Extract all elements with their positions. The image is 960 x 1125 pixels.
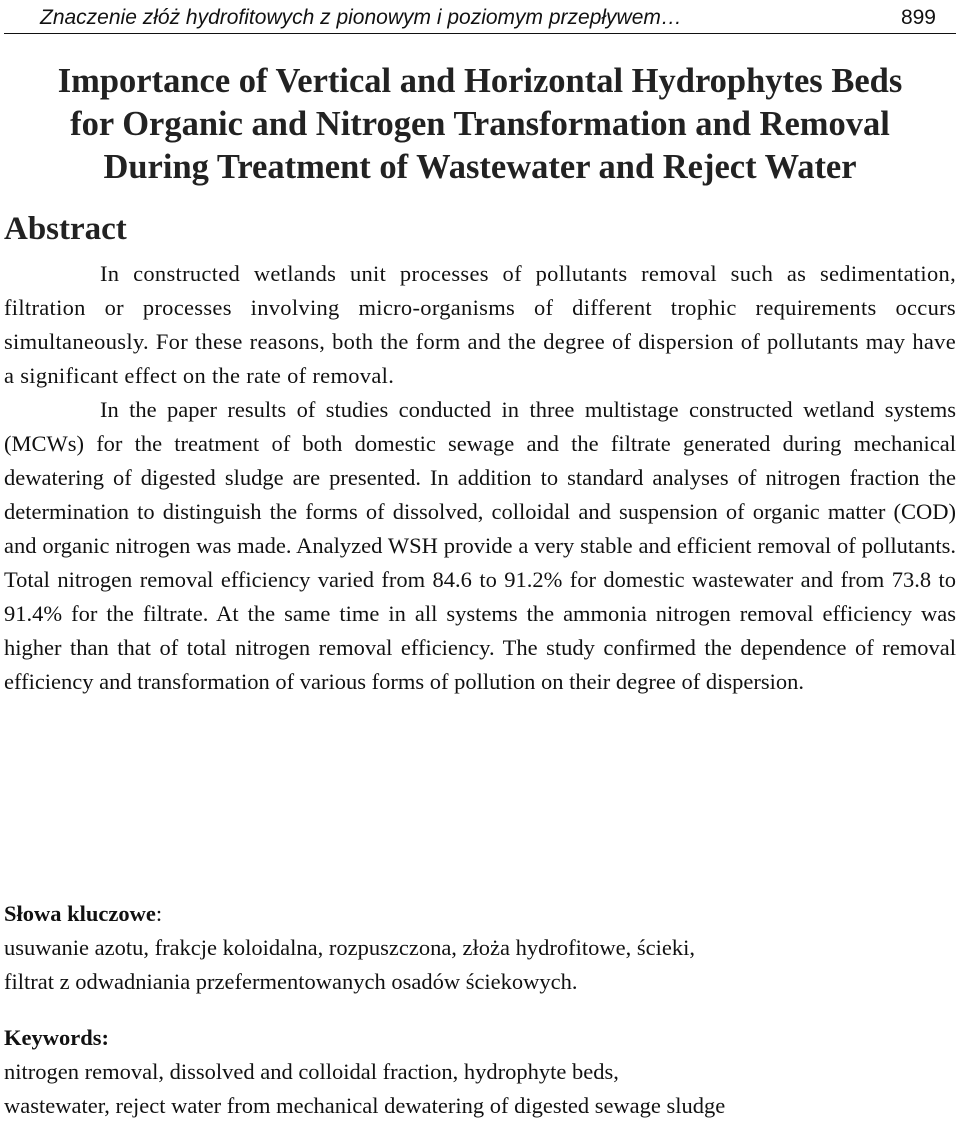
keywords-polish [4,897,956,999]
abstract-heading: Abstract [4,211,127,247]
keywords-english-line-2: wastewater, reject water from mechanical dewatering of digested sewage sludge [4,1093,726,1118]
keywords-english [4,1021,956,1123]
running-title: Znaczenie złóż hydrofitowych z pionowym i poziomym przepływem… [40,6,682,29]
article-title [4,60,956,189]
title-line-1: Importance of Vertical and Horizontal Hydrophytes Beds [57,62,903,100]
keywords-english-label: Keywords: [4,1025,109,1050]
keywords-polish-label-row [4,897,956,931]
keywords-polish-line-1: usuwanie azotu, frakcje koloidalna, rozpuszczona, złoża hydrofitowe, ścieki, [4,935,695,960]
abstract-paragraph-2: In the paper results of studies conducted in three multistage constructed wetland systems (MCWs) for the treatment of both domestic sewage and the filtrate generated during mechanical dewatering of digested sludge are presented. In addition to standard analyses of nitrogen fraction the determination to distinguish the forms of dissolved, colloidal and suspension of organic matter (COD) and organic nitrogen was made. Analyzed WSH provide a very stable and efficient removal of pollutants. Total nitrogen removal efficiency varied from 84.6 to 91.2% for domestic wastewater and from 73.8 to 91.4% for the filtrate. At the same time in all systems the ammonia nitrogen removal efficiency was higher than that of total nitrogen removal efficiency. The study confirmed the dependence of removal efficiency and transformation of various forms of pollution on their degree of dispersion. [4,397,956,694]
keywords-polish-label: Słowa kluczowe [4,901,156,926]
keywords-english-label-row [4,1021,956,1055]
running-header [4,0,956,34]
keywords-polish-colon: : [155,901,163,926]
title-line-3: During Treatment of Wastewater and Reject Water [103,148,857,186]
keywords-polish-line-2: filtrat z odwadniania przefermentowanych osadów ściekowych. [4,969,578,994]
abstract-body [4,257,956,699]
title-line-2: for Organic and Nitrogen Transformation and Removal [70,105,890,143]
abstract-paragraph-1: In constructed wetlands unit processes of pollutants removal such as sedimentation, filtration or processes involving micro-organisms of different trophic requirements occurs simultaneously. For these reasons, both the form and the degree of dispersion of pollutants may have a significant effect on the rate of removal. [4,261,956,388]
page-number: 899 [900,6,936,29]
keywords-english-line-1: nitrogen removal, dissolved and colloidal fraction, hydrophyte beds, [4,1059,619,1084]
